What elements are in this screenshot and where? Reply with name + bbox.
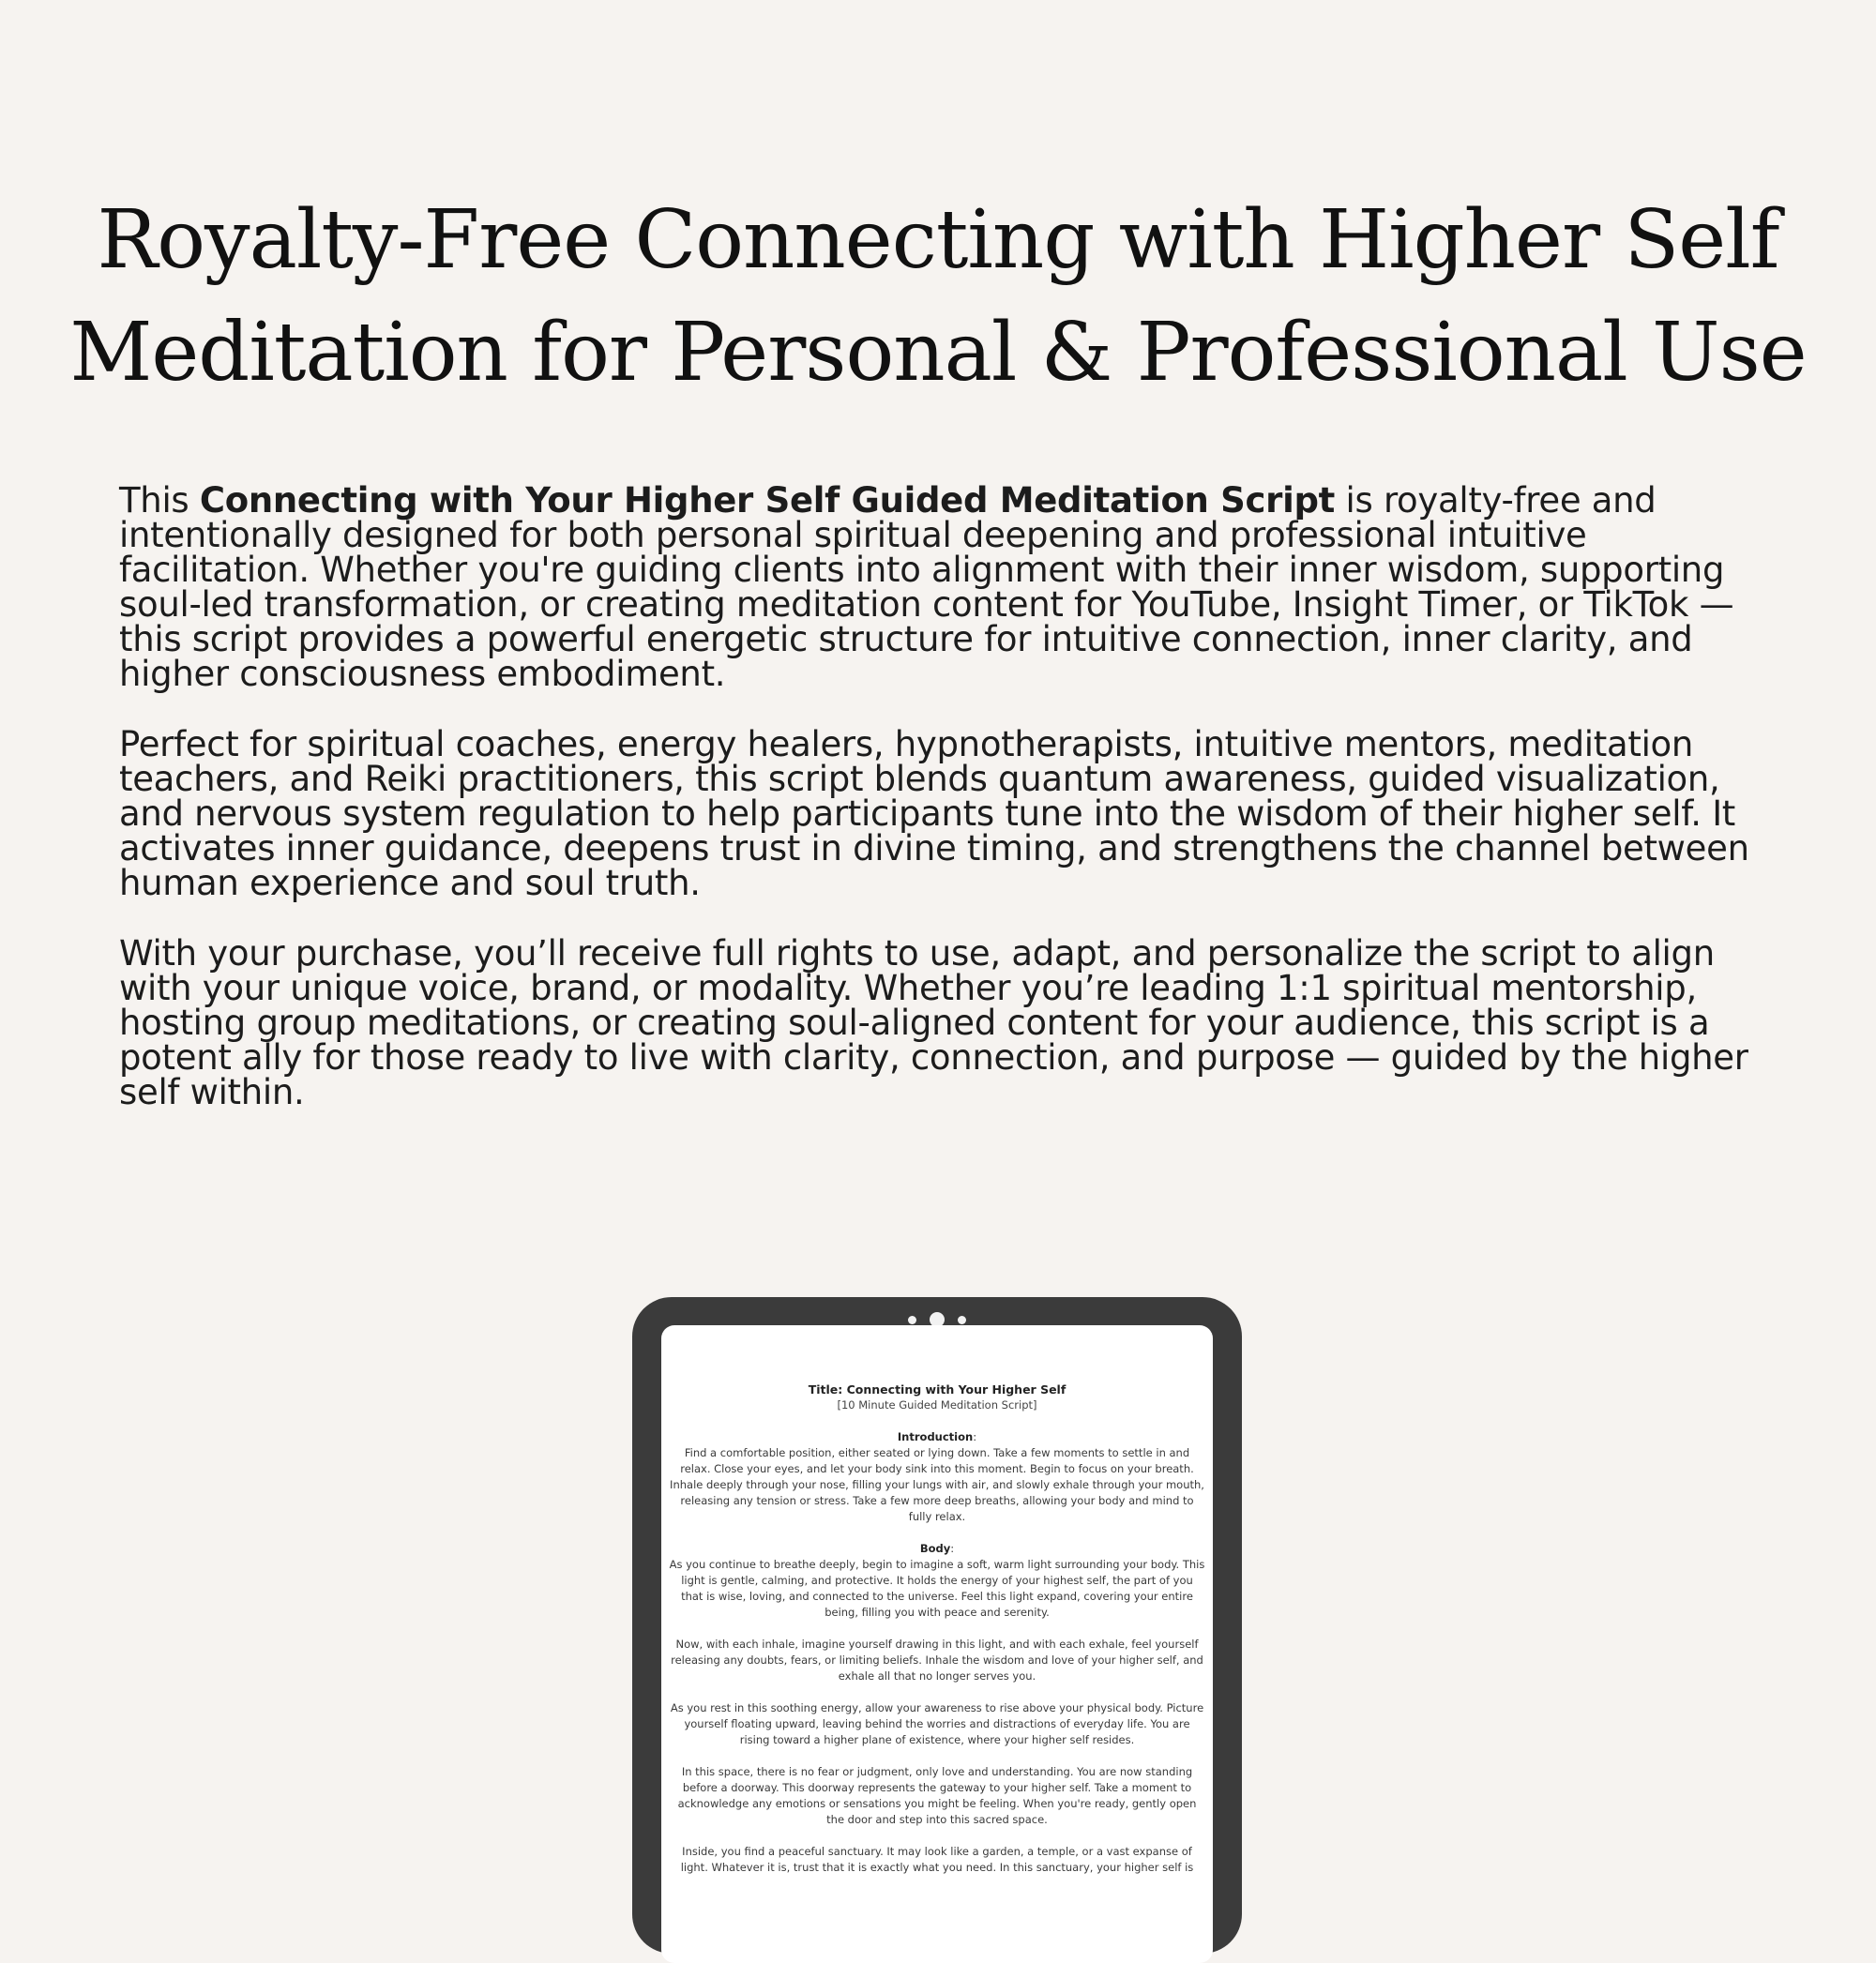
description-paragraph-2: Perfect for spiritual coaches, energy healers, hypnotherapists, intuitive mentors, meditation teachers, and Reiki practitioners, this script blends quantum awareness, guided visualization, and nervous system regulation to help participants tune into the wisdom of their higher self. It activates inner guidance, deepens trust in divine timing, and strengthens the channel between human experience and soul truth.	[119, 724, 1749, 903]
body-heading-row	[669, 1541, 1205, 1557]
description-paragraph-1	[119, 480, 1770, 694]
script-document	[661, 1325, 1213, 1876]
page-title	[0, 184, 1876, 409]
camera-dot-icon	[958, 1316, 966, 1324]
title-line-2: Meditation for Personal & Professional Use	[69, 306, 1807, 400]
intro-heading: Introduction	[897, 1430, 974, 1443]
product-description	[119, 480, 1770, 1145]
description-text: is royalty-free and intentionally designed for both personal spiritual deepening and professional intuitive facilitation. Whether you're guiding clients into alignment with their inner wisdom, supporting soul-led transformation, or creating meditation content for YouTube, Insight Timer, or TikTok — this script provides a powerful energetic structure for intuitive connection, inner clarity, and higher consciousness embodiment.	[119, 480, 1734, 694]
body-paragraph-4: In this space, there is no fear or judgment, only love and understanding. You are now standing before a doorway. This doorway represents the gateway to your higher self. Take a moment to acknowledge any emotions or sensations you might be feeling. When you're ready, gently open the door and step into this sacred space.	[677, 1765, 1197, 1826]
body-paragraph-1: As you continue to breathe deeply, begin to imagine a soft, warm light surrounding your body. This light is gentle, calming, and protective. It holds the energy of your highest self, the part of you that is wise, loving, and connected to the universe. Feel this light expand, covering your entire being, filling you with peace and serenity.	[669, 1558, 1205, 1619]
tablet-mockup	[632, 1297, 1242, 1954]
body-paragraph-2: Now, with each inhale, imagine yourself drawing in this light, and with each exhale, feel yourself releasing any doubts, fears, or limiting beliefs. Inhale the wisdom and love of your higher self, and exhale all that no longer serves you.	[671, 1638, 1203, 1683]
product-name-bold: Connecting with Your Higher Self Guided Meditation Script	[199, 480, 1336, 521]
intro-colon: :	[973, 1430, 977, 1443]
intro-heading-row	[669, 1429, 1205, 1445]
body-colon: :	[950, 1542, 955, 1555]
script-title: Title: Connecting with Your Higher Self	[808, 1382, 1067, 1397]
tablet-screen	[661, 1325, 1213, 1963]
intro-text: Find a comfortable position, either seated or lying down. Take a few moments to settle in and relax. Close your eyes, and let your body sink into this moment. Begin to focus on your breath. Inhale deeply through your nose, filling your lungs with air, and slowly exhale through your mouth, releasing any tension or stress. Take a few more deep breaths, allowing your body and mind to fully relax.	[670, 1446, 1204, 1523]
body-paragraph-5: Inside, you find a peaceful sanctuary. It may look like a garden, a temple, or a vast expanse of light. Whatever it is, trust that it is exactly what you need. In this sanctuary, your higher self is	[680, 1845, 1194, 1874]
camera-dot-icon	[908, 1316, 916, 1324]
body-heading: Body	[919, 1542, 951, 1555]
description-text: This	[119, 480, 200, 521]
title-line-1: Royalty-Free Connecting with Higher Self	[97, 193, 1779, 287]
body-paragraph-3: As you rest in this soothing energy, allow your awareness to rise above your physical body. Picture yourself floating upward, leaving behind the worries and distractions of everyday life. You are rising toward a higher plane of existence, where your higher self resides.	[670, 1701, 1204, 1746]
description-paragraph-3: With your purchase, you’ll receive full rights to use, adapt, and personalize the script to align with your unique voice, brand, or modality. Whether you’re leading 1:1 spiritual mentorship, hosting group meditations, or creating soul-aligned content for your audience, this script is a potent ally for those ready to live with clarity, connection, and purpose — guided by the higher self within.	[119, 933, 1748, 1112]
script-subtitle: [10 Minute Guided Meditation Script]	[837, 1398, 1037, 1412]
